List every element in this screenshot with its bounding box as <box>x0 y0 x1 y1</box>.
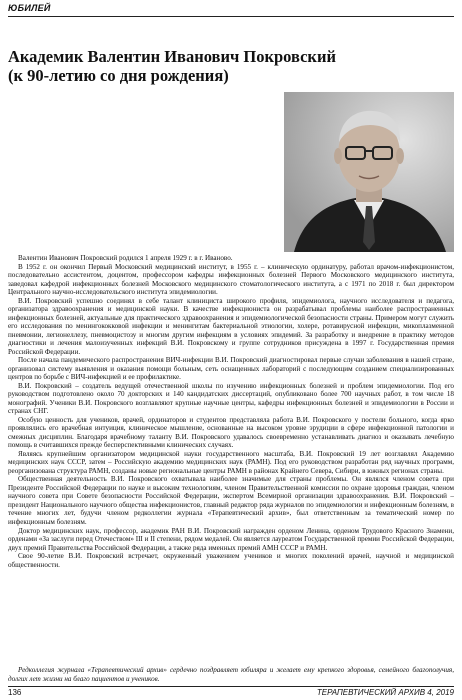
footer-rule <box>8 686 454 687</box>
title-line-1: Академик Валентин Иванович Покровский <box>8 47 336 66</box>
paragraph-8: Общественная деятельность В.И. Покровского охватывала наиболее значимые для страны проблемы. Он являлся членом совета при Президенте Российской Федерации по науке и высоким технологиям, членом Правительственной комиссии по охране здоровья граждан, членом научного совета при Совете безопасности Российской Федерации, экспертом Всемирной организации здравоохранения. В.И. Покровский – президент Национального научного общества инфекционистов, главный редактор ряда журналов по эпидемиологии и инфекционным болезням, в течение многих лет, будучи членом редколлегии журнала «Терапевтический архив», был ответственным за тематический номер по инфекционным болезням. <box>8 475 454 526</box>
paragraph-2: В 1952 г. он окончил Первый Московский медицинский институт, в 1955 г. – клиническую ординатуру, работал врачом-инфекционистом, последовательно ассистентом, доцентом, профессором кафедры инфекционных болезней Первого Московского медицинского института, заведовал кафедрой инфекционных болезней Московского медицинского стоматологического института, а с 1971 по 2018 г. был директором Центрального научно-исследовательского института эпидемиологии. <box>8 262 454 297</box>
journal-issue: ТЕРАПЕВТИЧЕСКИЙ АРХИВ 4, 2019 <box>316 688 454 697</box>
page-number: 136 <box>8 688 22 697</box>
title-line-2: (к 90-летию со дня рождения) <box>8 66 229 85</box>
paragraph-4: После начала пандемического распространения ВИЧ-инфекции В.И. Покровский диагностировал первые случаи заболевания в нашей стране, организовал систему выявления и оказания помощи больным, сеть оснащенных лабораторий с последующим созданием специализированных центров по борьбе с ВИЧ-инфекцией и ее профилактике. <box>8 356 454 382</box>
paragraph-10: Свое 90-летие В.И. Покровский встречает, окруженный уважением учеников и многих поколений врачей, научной и медицинской общественности. <box>8 552 454 569</box>
paragraph-9: Доктор медицинских наук, профессор, академик РАН В.И. Покровский награжден орденом Ленина, орденом Трудового Красного Знамени, орденами «За заслуги перед Отечеством» III и II степени, рядом медалей. Он является лауреатом Государственной премии Российской Федерации, двух премий Правительства Российской Федерации, а также ряда именных премий АМН СССР и РАМН. <box>8 526 454 552</box>
portrait-photo <box>284 92 454 252</box>
paragraph-7: Являясь крупнейшим организатором медицинской науки государственного масштаба, В.И. Покровский 19 лет возглавлял Академию медицинских наук СССР, затем – Российскую академию медицинских наук (РАМН). Под его руководством разработан ряд научных программ, реорганизована структура РАМН, созданы новые региональные центры РАМН в районах Крайнего Севера, Сибири, в южных регионах страны. <box>8 449 454 475</box>
paragraph-5: В.И. Покровский – создатель ведущей отечественной школы по изучению инфекционных болезней и проблем эпидемиологии. Под его руководством подготовлено около 70 докторских и 140 кандидатских диссертаций, опубликовано более 700 научных работ, в том числе 18 монографий. Ученики В.И. Покровского возглавляют крупные научные центры, кафедры инфекционных болезней и эпидемиологии в России и странах СНГ. <box>8 381 454 416</box>
article-title <box>8 47 338 85</box>
paragraph-3: В.И. Покровский успешно соединял в себе талант клинициста широкого профиля, эпидемиолога, научного исследователя и педагога, организатора здравоохранения и медицинской науки. В качестве инфекциониста он разрабатывал проблемы наиболее распространенных инфекционных болезней, актуальные для практического здравоохранения и эпидемиологической безопасности страны. Примером могут служить его исследования по менингококковой инфекции и менингитам бактериальной этиологии, холере, ротавирусной инфекции, микоплазменной пневмонии, легионеллезу, пневмоцистозу и многим другим инфекциям в условиях эпидемий. За разработку и внедрение в практику методов диагностики и лечения малоизученных инфекций В.И. Покровскому и группе сотрудников присуждена в 1997 г. Государственная премия Российской Федерации. <box>8 296 454 356</box>
editorial-greeting: Редколлегия журнала «Терапевтический архив» сердечно поздравляет юбиляра и желает ему крепкого здоровья, семейного благополучия, долгих лет жизни на благо пациентов и учеников. <box>8 666 454 683</box>
header-rule <box>8 16 454 17</box>
paragraph-6: Особую ценность для учеников, врачей, ординаторов и студентов представляла работа В.И. Покровского у постели больного, когда ярко проявлялись его врачебная интуиция, клиническое мышление, основанные на высоком уровне эрудиции в сфере инфекционной патологии и смежных дисциплин. Благодаря врачебному таланту В.И. Покровского удавалось своевременно устанавливать диагноз и оказывать лечебную помощь в считавшихся прежде бесперспективными клинических случаях. <box>8 415 454 450</box>
article-body <box>8 254 454 569</box>
section-label: ЮБИЛЕЙ <box>8 3 51 13</box>
paragraph-1: Валентин Иванович Покровский родился 1 апреля 1929 г. в г. Иваново. <box>18 254 233 262</box>
